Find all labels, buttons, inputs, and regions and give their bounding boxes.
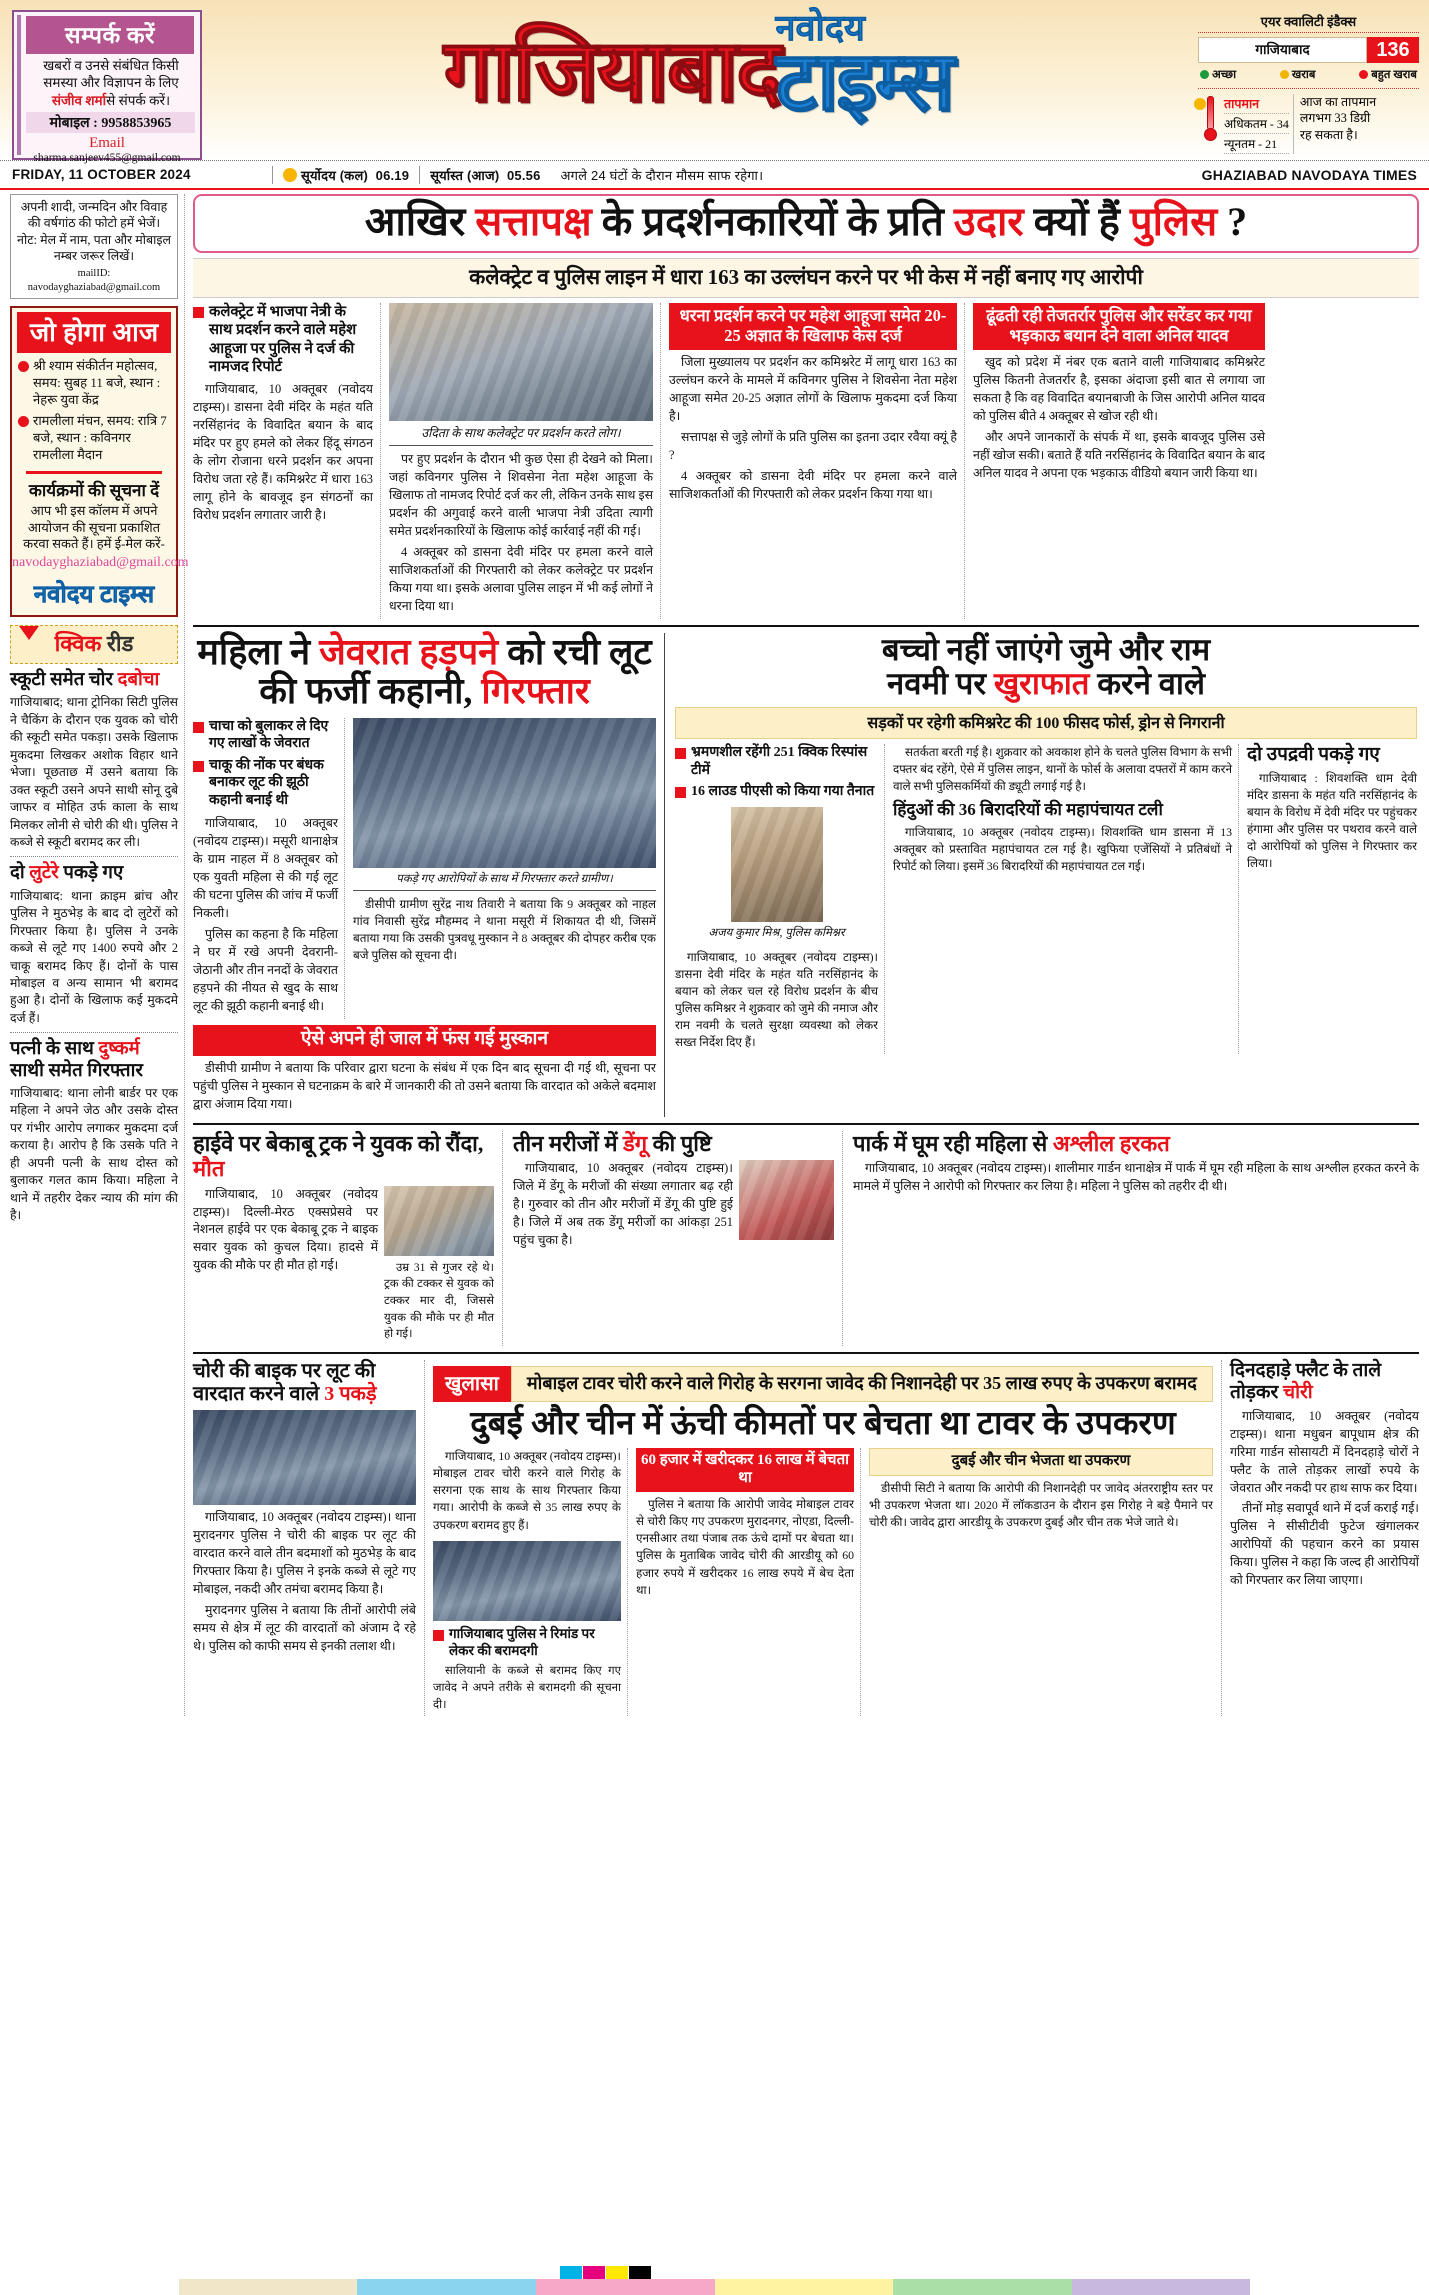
para: गाजियाबाद, 10 अक्तूबर (नवोदय टाइम्स)। थाना मुरादनगर पुलिस ने चोरी की बाइक पर लूट की वारदात करने वाले तीन बदमाशों को मुठभेड़ के बाद गिरफ्तार किया है। पुलिस ने इनके कब्जे से लूटे गए मोबाइल, नकदी और तमंचा बरामद किया है। [193,1509,416,1596]
th-r: मौत [193,1156,225,1182]
khulasa-col1-text [433,1448,621,1533]
qr-head-c: पकड़े गए [58,863,124,884]
divider [10,1032,178,1033]
dengue-headline [513,1131,834,1156]
hh-p: पार्क में घूम रही महिला से [853,1130,1053,1156]
hh-r: अश्लील हरकत [1052,1130,1170,1156]
lead-col-4 [973,303,1269,619]
sunset-label: सूर्यास्त (आज) [430,167,500,183]
aqi-bad-dot [1280,70,1289,79]
security-text-a [675,949,878,1052]
aqi-city: गाजियाबाद [1198,37,1367,63]
lh-r3: पुलिस [1129,199,1218,244]
sunset-segment [419,166,550,184]
qr-head-a: स्कूटी समेत चोर [10,670,118,691]
commissioner-portrait [731,807,823,922]
today-event-text: श्री श्याम संकीर्तन महोत्सव, समय: सुबह 11 बजे, स्थान : नेहरू युवा केंद्र [33,358,161,408]
security-bullet [675,783,878,801]
square-bullet-icon [193,307,204,318]
sec-head-p: नवमी पर [887,666,994,702]
today-event-item [12,412,176,467]
rioters-text [1247,770,1417,873]
para: गाजियाबाद, 10 अक्तूबर (नवोदय टाइम्स)। डासना देवी मंदिर के महंत यति नरसिंहानंद के बयान को लेकर चल रहे विरोध प्रदर्शन के बीच पुलिस कमिश्नर ने शुक्रवार को जुमे की नमाज और राम नवमी के चलते सुरक्षा व्यवस्था को लेकर सख्त निर्देश दिए हैं। [675,949,878,1050]
para: पुलिस का कहना है कि महिला ने घर में रखे अपनी देवरानी-जेठानी और तीन ननदों के जेवरात हड़पने की नीयत से खुद के साथ लूट की झूठी कहानी बनाई थी। [193,927,338,1014]
para: और अपने जानकारों के संपर्क में था, इसके बावजूद पुलिस उसे नहीं खोज सकी। बताते हैं यति नरसिंहानंद के विवादित बयान के बाद अनिल यादव ने अपना एक भड़काऊ वीडियो बयान जारी किया था। [973,430,1265,481]
qr-head-a: पत्नी के साथ [10,1039,99,1060]
jh-r1: जेवरात हड़पने [319,631,499,672]
contact-line1: खबरों व उनसे संबंधित किसी [43,58,179,73]
lead-story-columns [193,303,1419,619]
dh-p: तीन मरीजों में [513,1130,623,1156]
khulasa-col2-text [433,1663,621,1713]
lead-headline [203,200,1409,245]
lh-p1: आखिर [364,199,476,244]
contact-line3: से संपर्क करें। [106,92,171,108]
temp-today-label: आज का तापमान [1299,95,1377,109]
khulasa-main [433,1360,1213,1717]
rh-p: चोरी की बाइक पर लूट की वारदात करने वाले [193,1359,376,1405]
jewellery-text-c [193,1060,656,1114]
theft-headline [1230,1360,1419,1404]
temp-today-l2: रह सकता है। [1299,127,1358,142]
para: डीसीपी सिटी ने बताया कि आरोपी की निशानदेही पर जावेद अंतरराष्ट्रीय स्तर पर भी उपकरण भेजता था। 2020 में लॉकडाउन के दौरान इस गिरोह ने बड़े पैमाने पर चोरी की। जावेद द्वारा आरडीयू के उपकरण दुबई और चीन तक भेजे जाते थे। [869,1481,1213,1530]
jewellery-text-b: डीसीपी ग्रामीण सुरेंद्र नाथ तिवारी ने बताया कि 9 अक्तूबर को नाहल गांव निवासी सुरेंद्र मौहम्मद ने थाना मसूरी में शिकायत दी थी, जिसमें बताया गया कि उसकी पुत्रवधू मुस्कान ने 8 अक्तूबर की दोपहर करीब एक बजे पुलिस को सूचना दी। [353,896,656,963]
logo-times: टाइम्स [775,36,953,128]
contact-box [12,10,202,164]
sec-head-r: खुराफात [993,666,1090,702]
qr-head-b: लुटेरे [29,863,59,884]
contact-name: संजीव शर्मा [51,92,107,108]
contact-email: sharma.sanjeev455@gmail.com [33,151,181,164]
para: गाजियाबाद, 10 अक्तूबर (नवोदय टाइम्स)। मसूरी थानाक्षेत्र के ग्राम नाहल में 8 अक्तूबर को एक युवती महिला से की गई लूट की घटना पुलिस की जांच में फर्जी निकली। [193,816,338,921]
para: खुद को प्रदेश में नंबर एक बताने वाली गाजियाबाद कमिश्नरेट पुलिस कितनी तेजतर्रार है, इसका अंदाजा इसी बात से लगाया जा सकता है कि वह विवादित बयानबाजी के जिस आरोपी अनिल यादव को पुलिस बीते 4 अक्तूबर से खोज रही थी। [973,355,1265,424]
dh-r: डेंगू [622,1130,648,1156]
aqi-row [1198,37,1419,63]
contact-body [14,57,200,109]
temp-today-l1: लगभग 33 डिग्री [1299,111,1371,126]
main-content [185,194,1419,1716]
quick-read-item [10,670,178,851]
square-bullet-icon [675,748,686,759]
lead-col-2 [389,303,661,619]
bullet-text: 16 लाउड पीएसी को किया गया तैनात [691,784,875,800]
quick-read-header [10,625,178,664]
qr-text: गाजियाबाद: थाना क्राइम ब्रांच और पुलिस ने मुठभेड़ के बाद दो लुटेरों को गिरफ्तार किया है। पुलिस ने उनके कब्जे से लूटे गए 1400 रुपये और 2 चाकू बरामद किए हैं। दोनों के पास मोबाइल व अन्य सामान भी बरामद हुआ है। दोनों के खिलाफ कई मुकदमे दर्ज हैं। [10,888,178,1025]
temp-max: अधिकतम - 34 [1224,114,1289,134]
navodaya-times-logo: नवोदय टाइम्स [33,581,155,609]
para: उम्र 31 से गुजर रहे थे। ट्रक की टक्कर से युवक को टक्कर मार दी, जिससे युवक की मौके पर ही मौत हो गई। [384,1261,494,1341]
aqi-good-dot [1200,70,1209,79]
security-headline [675,633,1417,702]
today-event-item [12,357,176,412]
square-bullet-icon [675,787,686,798]
khulasa-bar [433,1366,1213,1402]
lead-col3-text [669,354,957,504]
jewellery-bullet [193,757,338,810]
quick-read-item [10,1039,178,1224]
para: गाजियाबाद, 10 अक्तूबर (नवोदय टाइम्स)। दिल्ली-मेरठ एक्सप्रेसवे पर नेशनल हाईवे पर एक बेकाबू ट्रक ने बाइक सवार युवक को कुचल दिया। हादसे में युवक की मौके पर ही मौत हो गई। [193,1186,378,1273]
today-email: navodayghaziabad@gmail.com [12,555,189,571]
bullet-text: चाचा को बुलाकर ले दिए गए लाखों के जेवरात [209,718,329,752]
sec-head-line1: बच्चो नहीं जाएंगे जुमे और राम [881,631,1211,667]
lead-bullet-text: कलेक्ट्रेट में भाजपा नेत्री के साथ प्रदर्शन करने वाले महेश आहूजा पर पुलिस ने दर्ज की नामजद रिपोर्ट [209,303,357,376]
temp-label: तापमान [1224,94,1289,114]
aqi-legend-good: अच्छा [1212,69,1237,81]
robbery-photo [193,1410,416,1505]
lh-p2: के प्रदर्शनकारियों के प्रति [591,199,954,244]
accident-photo [384,1186,494,1256]
arrest-photo-caption: पकड़े गए आरोपियों के साथ में गिरफ्तार करते ग्रामीण। [353,868,656,891]
dengue-text [513,1160,733,1250]
notice-l3: नोट: मेल में नाम, पता और मोबाइल [17,232,171,247]
story-flat-theft [1221,1360,1419,1717]
story-security [673,633,1417,1117]
para: गाजियाबाद, 10 अक्तूबर (नवोदय टाइम्स)। थाना मधुबन बापूधाम क्षेत्र की गरिमा गार्डन सोसायटी में दिनदहाड़े चोरों ने फ्लैट के ताले तोड़कर लाखों रुपये के जेवरात और नकदी पर हाथ साफ कर दिया। [1230,1408,1419,1495]
contact-line2: समस्या और विज्ञापन के लिए [43,75,179,91]
jh-p1: महिला ने [197,631,320,672]
color-calibration-bar [0,2279,1429,2295]
thermometer-icon [1198,94,1220,154]
robbery-headline [193,1360,416,1406]
lead-subheadline: कलेक्ट्रेट व पुलिस लाइन में धारा 163 का उल्लंघन करने पर भी केस में नहीं बनाए गए आरोपी [193,258,1419,298]
khulasa-col4-text [869,1480,1213,1531]
bt-r: चोरी [1283,1381,1313,1403]
col4-redbar-head: ढूंढती रही तेजतर्रार पुलिस और सरेंडर कर गया भड़काऊ बयान देने वाला अनिल यादव [973,303,1265,351]
date-bar [0,160,1429,190]
truck-text [193,1186,378,1276]
qr-head-b: दुष्कर्म [98,1039,140,1060]
masthead-logo [202,0,1194,160]
harassment-text [853,1160,1419,1196]
divider [10,856,178,857]
logo-navodaya-times [775,7,953,128]
sec-head-p2: करने वाले [1089,666,1205,702]
bullet-text: चाकू की नोंक पर बंधक बनाकर लूट की झूठी कहानी बनाई थी [209,757,324,808]
story-dengue [513,1131,843,1346]
para: सतर्कता बरती गई है। शुक्रवार को अवकाश होने के चलते पुलिस विभाग के सभी दफ्तर बंद रहेंगे, ऐसे में पुलिस लाइन, थानों के फोर्स के अलावा दफ्तरों में काम करने वाले सभी पुलिसकर्मियों की ड्यूटी लगाई गई है। [893,745,1232,794]
jewellery-text-a [193,815,338,1016]
contact-title: सम्पर्क करें [26,16,194,54]
robbery-text [193,1509,416,1656]
jewellery-redbar: ऐसे अपने ही जाल में फंस गई मुस्कान [193,1025,656,1056]
qr-text: गाजियाबाद; थाना ट्रोनिका सिटी पुलिस ने चैकिंग के दौरान एक युवक को चोरी की स्कूटी समेत पकड़ा। उसके खिलाफ मुकदमा लिखकर अशोक विहार थाने भेजा। पूछताछ में उसने बताया कि उक्त स्कूटी उसने अपने साथी सोनू दुबे जाफर व मोहित उर्फ काला के साथ मिलकर लोनी से चोरी की थी। पुलिस ने कब्जे से स्कूटी बरामद कर ली। [10,695,178,849]
dh-p2: की पुष्टि [647,1130,712,1156]
second-deck [193,625,1419,1117]
security-text-b [893,744,1232,795]
para: 4 अक्तूबर को डासना देवी मंदिर पर हमला करने वाले साजिशकर्ताओं की गिरफ्तारी को लेकर कलेक्ट्रेट पर प्रदर्शन किया गया था। इसके अलावा पुलिस लाइन में भी कई लोगों ने धरना दिया था। [389,544,653,613]
khulasa-sub2: दुबई और चीन भेजता था उपकरण [869,1448,1213,1476]
lead-col-1 [193,303,381,619]
temp-values [1224,94,1289,154]
para: 4 अक्तूबर को डासना देवी मंदिर पर हमला करने वाले साजिशकर्ताओं की गिरफ्तारी को लेकर प्रदर्शन किया गया था। [669,469,957,502]
sun-icon [283,168,297,182]
truck-headline [193,1131,494,1182]
khulasa-col3-text [636,1496,854,1599]
today-event-text: रामलीला मंचन, समय: रात्रि 7 बजे, स्थान : कविनगर रामलीला मैदान [33,412,167,462]
weather-note: अगले 24 घंटों के दौरान मौसम साफ रहेगा। [560,167,764,183]
qr-headline [10,670,178,691]
khulasa-headline: दुबई और चीन में ऊंची कीमतों पर बेचता था टावर के उपकरण [470,1405,1176,1442]
bt-p: दिनदहाड़े फ्लैट के ताले तोड़कर [1230,1359,1382,1403]
theft-text [1230,1408,1419,1591]
quick-read-part1: क्विक [54,631,102,657]
lead-col2-text [389,451,653,616]
para: गाजियाबाद, 10 अक्तूबर (नवोदय टाइम्स)। डासना देवी मंदिर के महंत यति नरसिंहानंद के विवादित बयान के बाद मंदिर पर हुए हमले को लेकर हिंदू संगठन के लोग रोजाना धरने प्रदर्शन कर अपना विरोध जता रहे हैं। कमिश्नरेट में धारा 163 लागू होने के बावजूद इन संगठनों का विरोध प्रदर्शन लगातार जारी है। [193,381,373,522]
qr-head-b: दबोचा [117,670,160,691]
para: गाजियाबाद, 10 अक्तूबर (नवोदय टाइम्स)। जिले में डेंगू के मरीजों की संख्या लगातार बढ़ रही है। गुरुवार को तीन और मरीजों में डेंगू की पुष्टि हुई है। जिले में अब तक डेंगू मरीजों का आंकड़ा 251 पहुंच चुका है। [513,1161,733,1248]
lead-headline-box [193,194,1419,253]
para: गाजियाबाद, 10 अक्तूबर (नवोदय टाइम्स)। मोबाइल टावर चोरी करने वाले गिरोह के सरगना एक साथ के साथ गिरफ्तार किया गया। आरोपी के कब्जे से 35 लाख रुपए के उपकरण बरामद हुए हैं। [433,1449,621,1532]
qr-headline [10,1039,178,1082]
khulasa-row [193,1360,1419,1717]
para: गाजियाबाद : शिवशक्ति धाम देवी मंदिर डासना के महंत यति नरसिंहानंद के बयान के विरोध में देवी मंदिर पर पहुंचकर हंगामा और पुलिस पर पथराव करने वाले दो आरोपियों को पुलिस ने गिरफ्तार कर लिया। [1247,770,1417,871]
rh-r: 3 पकड़े [324,1382,377,1405]
contact-mobile: मोबाइल : 9958853965 [26,112,195,133]
notice-l4: नम्बर जरूर लिखें। [53,248,135,263]
harassment-headline [853,1131,1419,1156]
commissioner-caption: अजय कुमार मिश्र, पुलिस कमिश्नर [708,926,845,939]
truck-text2 [384,1260,494,1343]
today-title: जो होगा आज [17,312,171,353]
logo-navodaya: नवोदय [775,7,865,48]
registration-marks [560,2266,651,2279]
divider [193,1123,1419,1125]
para: तीनों मोड़ सवापूर्व थाने में दर्ज कराई गई। पुलिस ने सीसीटीवी फुटेज खंगालकर आरोपियों की पहचान करने का प्रयास किया। पुलिस ने कहा कि जल्द ही आरोपियों को गिरफ्तार कर लिया जाएगा। [1230,1501,1419,1588]
sunrise-time: 06.19 [375,167,410,183]
sunrise-segment [272,166,419,184]
khulasa-sub1: 60 हजार में खरीदकर 16 लाख में बेचता था [636,1448,854,1492]
khulasa-tag: खुलासा [433,1366,511,1402]
masthead [0,0,1429,164]
jewellery-headline [193,633,656,712]
quick-read-part2: रीड [106,631,134,657]
notice-l1: अपनी शादी, जन्मदिन और विवाह [20,200,168,214]
para: पर हुए प्रदर्शन के दौरान भी कुछ ऐसा ही देखने को मिला। जहां कविनगर पुलिस ने शिवसेना नेता महेश आहूजा के खिलाफ तो नामजद रिपोर्ट दर्ज कर ली, लेकिन उनके साथ इस प्रदर्शन की अगुवाई करने वाली भाजपा नेत्री उदिता त्यागी समेत प्रदर्शनकारियों के खिलाफ कोई कार्रवाई नहीं की गई। [389,451,654,538]
lead-col4-text [973,354,1265,483]
aqi-legend [1198,67,1419,82]
jh-r2: गिरफ्तार [481,671,590,712]
para: जिला मुख्यालय पर प्रदर्शन कर कमिश्नरेट में लागू धारा 163 का उल्लंघन करने के मामले में कविनगर पुलिस ने शिवसेना नेता महेश आहूजा समेत 20-25 अज्ञात लोगों के खिलाफ मुकदमा दर्ज किया है। [669,355,957,424]
story-truck-accident [193,1131,503,1346]
publication-date: FRIDAY, 11 OCTOBER 2024 [12,167,191,182]
qr-text: गाजियाबाद: थाना लोनी बार्डर पर एक महिला ने अपने जेठ और उसके दोस्त पर गंभीर आरोप लगाकर मुकदमा दर्ज कराया है। आरोप है कि उसके पति ने ही अपनी पत्नी के साथ दोस्त को बुलाकर गलत काम किया। महिला ने थाने में तहरीर देकर न्याय की मांग की है। [10,1085,178,1223]
para: मुरादनगर पुलिस ने बताया कि तीनों आरोपी लंबे समय से क्षेत्र में लूट की वारदातों को अंजाम दे रहे थे। पुलिस को काफी समय से इनकी तलाश थी। [193,1602,416,1653]
para: सालियानी के कब्जे से बरामद किए गए जावेद ने अपने तरीके से बरामदगी की सूचना दी। [433,1665,621,1711]
bullet-text: भ्रमणशील रहेंगी 251 क्विक रिस्पांस टीमें [691,745,868,778]
panchayat-text [893,824,1232,875]
jh-p2: को रची लूट की फर्जी कहानी, [259,631,652,712]
story-harassment [853,1131,1419,1346]
lh-p3: क्यों हैं [1023,199,1130,244]
khulasa-strap: मोबाइल टावर चोरी करने वाले गिरोह के सरगना जावेद की निशानदेही पर 35 लाख रुपए के उपकरण बरामद [511,1366,1213,1402]
para: गाजियाबाद, 10 अक्तूबर (नवोदय टाइम्स)। शालीमार गार्डन थानाक्षेत्र में पार्क में घूम रही महिला के साथ अश्लील हरकत करने के मामले में पुलिस ने आरोपी को गिरफ्तार कर लिया है। महिला ने पुलिस को तहरीर दी थी। [853,1161,1419,1194]
lead-bullet-head [193,303,373,377]
qr-head-a: दो [10,863,30,884]
police-arrest-photo [353,718,656,868]
khulasa-photo-1 [433,1541,621,1621]
quick-read-item [10,863,178,1027]
khulasa-col2-head [433,1626,621,1660]
qr-head-c: साथी समेत गिरफ्तार [10,1060,143,1081]
aqi-legend-verybad: बहुत खराब [1371,69,1417,81]
photo-submission-notice [10,194,178,299]
weather-aqi-box [1194,0,1429,160]
protest-photo [389,303,653,421]
para: सत्तापक्ष से जुड़े लोगों के प्रति पुलिस का इतना उदार रवैया क्यूं है ? [669,430,957,463]
dengue-photo [739,1160,834,1240]
aqi-verybad-dot [1359,70,1368,79]
protest-photo-caption: उदिता के साथ कलेक्ट्रेट पर प्रदर्शन करते लोग। [389,421,653,446]
notice-l2: की वर्षगांठ की फोटो हमें भेजें। [27,216,161,231]
temperature-block [1198,88,1419,154]
lh-r1: सत्तापक्ष [475,199,592,244]
masthead-english: GHAZIABAD NAVODAYA TIMES [1201,166,1417,183]
aqi-value: 136 [1367,37,1419,63]
rioters-head: दो उपद्रवी पकड़े गए [1247,744,1380,766]
contact-email-label: Email [89,134,125,151]
para: पुलिस ने बताया कि आरोपी जावेद मोबाइल टावर से चोरी किए गए उपकरण मुरादनगर, नोएडा, दिल्ली-एनसीआर तथा पंजाब तक ऊंचे दामों पर बेचता था। पुलिस के मुताबिक जावेद चोरी की आरडीयू को 60 हजार रुपये में खरीदकर 16 लाख रुपये में बेच देता था। [636,1497,854,1597]
bullet-text: गाजियाबाद पुलिस ने रिमांड पर लेकर की बरामदगी [449,1625,595,1658]
today-subhead: कार्यक्रमों की सूचना दें [28,480,160,500]
today-events-box [10,306,189,617]
story-bike-robbery [193,1360,425,1717]
lead-col-3 [669,303,965,619]
lh-p4: ? [1217,199,1248,244]
story-jewellery [193,633,665,1117]
bullet-dot-icon [18,361,29,372]
divider [193,1352,1419,1354]
sunrise-label: सूर्योदय (कल) [301,167,369,183]
temp-min: न्यूनतम - 21 [1224,134,1289,154]
aqi-legend-bad: खराब [1291,69,1316,81]
para: गाजियाबाद, 10 अक्तूबर (नवोदय टाइम्स)। शिवशक्ति धाम डासना में 13 अक्तूबर को प्रस्तावित महापंचायत टल गई है। खुफिया एजेंसियों ने प्रतिबंधों ने रिपोर्ट को लिया। इसमें 36 बिरादरियों की महापंचायत टल गई। [893,824,1232,874]
lead-col1-text [193,381,373,525]
left-sidebar [10,194,189,1716]
sunset-time: 05.56 [506,167,541,183]
jewellery-bullet [193,718,338,753]
page-body [0,190,1429,1716]
notice-mailid: mailID: navodayghaziabad@gmail.com [27,268,161,293]
para: डीसीपी ग्रामीण ने बताया कि परिवार द्वारा घटना के संबंध में एक दिन बाद सूचना दी गई थी, सूचना पर पहुंची पुलिस ने मुस्कान से घटनाक्रम के बारे में जानकारी की तो उसने बताया कि वारदात को अकेले बदमाश द्वारा अंजाम दिया गया। [193,1060,656,1111]
temp-today [1293,94,1376,154]
square-bullet-icon [193,761,204,772]
security-bullet [675,744,878,779]
panchayat-head: हिंदुओं की 36 बिरादरियों की महापंचायत टली [893,800,1163,820]
lh-r2: उदार [953,199,1024,244]
th-p: हाईवे पर बेकाबू ट्रक ने युवक को रौंदा, [193,1130,484,1156]
col3-redbar-head: धरना प्रदर्शन करने पर महेश आहूजा समेत 20-25 अज्ञात के खिलाफ केस दर्ज [669,303,957,351]
bottom-story-row [193,1131,1419,1346]
security-strap: सड़कों पर रहेगी कमिश्नरेट की 100 फीसद फोर्स, ड्रोन से निगरानी [675,707,1417,739]
qr-headline [10,863,178,884]
aqi-title: एयर क्वालिटी इंडैक्स [1198,12,1419,33]
today-desc: आप भी इस कॉलम में अपने आयोजन की सूचना प्रकाशित करवा सकते हैं। हमें ई-मेल करें- [23,502,165,552]
square-bullet-icon [193,722,204,733]
divider [26,471,162,474]
bullet-dot-icon [18,416,29,427]
logo-ghaziabad: गाजियाबाद [443,23,780,119]
square-bullet-icon [433,1630,444,1641]
